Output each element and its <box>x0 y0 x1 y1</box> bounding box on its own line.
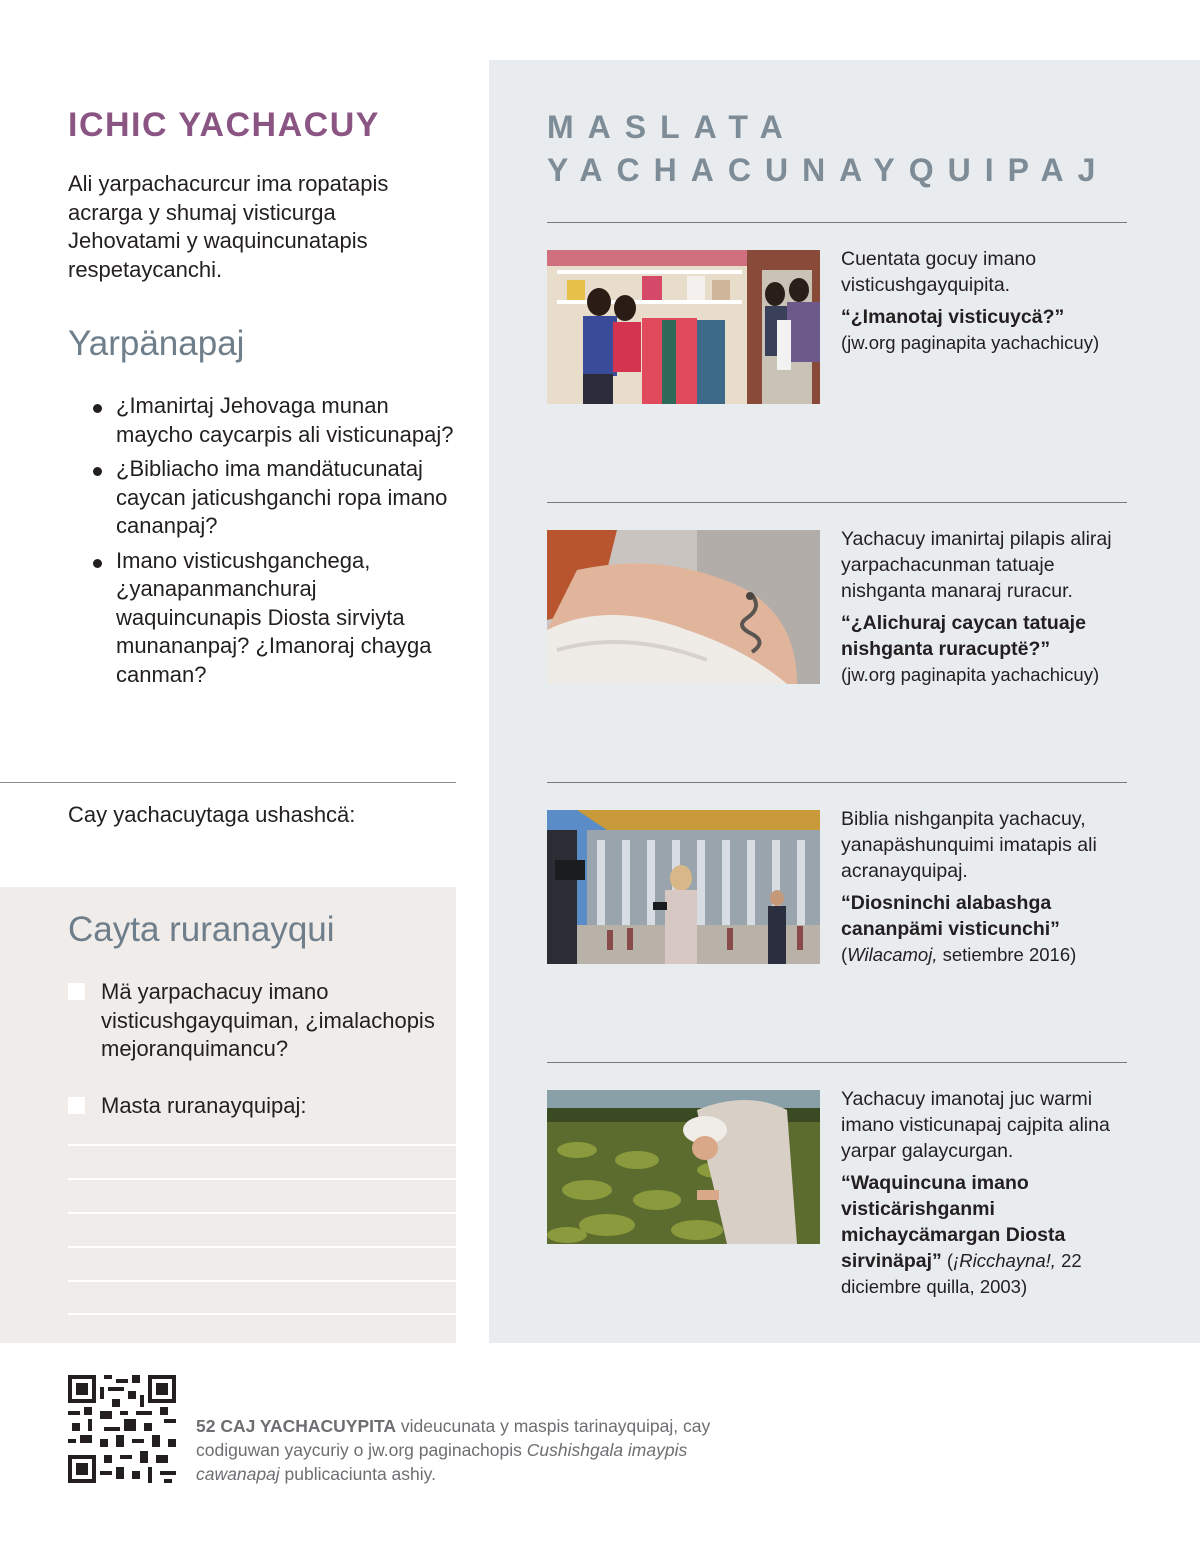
item-description: Biblia nishganpita yachacuy, yanapäshunquimi imatapis ali acranayquipaj. <box>841 808 1097 882</box>
summary-text: Ali yarpachacurcur ima ropatapis acrarga y shumaj visticurga Jehovatami y waquincunatapis respetaycanchi. <box>68 171 389 282</box>
write-line[interactable] <box>68 1246 456 1248</box>
review-question: ¿Bibliacho ima mandätucunataj caycan jaticushganchi ropa imano cananpaj? <box>90 455 455 541</box>
item-title-link[interactable]: “¿Alichuraj caycan tatuaje nishganta ruracuptë?” <box>841 612 1086 660</box>
item-title-link[interactable]: “Diosninchi alabashga cananpämi visticunchi” <box>841 892 1060 940</box>
goals-heading: Cayta ruranayqui <box>68 910 335 949</box>
stadium-reporter-photo <box>547 810 820 964</box>
divider <box>547 502 1127 503</box>
divider <box>0 782 456 783</box>
reading-item[interactable] <box>841 246 1131 356</box>
footer-note: 52 CAJ YACHACUYPITA videucunata y maspis tarinayquipaj, cay codiguwan yaycuriy o jw.org paginachopis Cushishgala imaypis cawanapaj publicaciunta ashiy. <box>196 1416 711 1484</box>
review-question-list <box>90 392 455 695</box>
reading-item[interactable] <box>841 526 1131 688</box>
bullet-icon <box>93 467 102 476</box>
qr-code[interactable] <box>68 1375 176 1483</box>
item-source: (jw.org paginapita yachachicuy) <box>841 664 1100 685</box>
checkbox-icon[interactable] <box>68 1097 85 1114</box>
divider <box>547 782 1127 783</box>
item-description: Yachacuy imanotaj juc warmi imano visticunapaj cajpita alina yarpar galaycurgan. <box>841 1088 1110 1162</box>
goal-item[interactable]: Masta ruranayquipaj: <box>68 1092 438 1121</box>
write-line[interactable] <box>68 1212 456 1214</box>
item-description: Cuentata gocuy imano visticushgayquipita. <box>841 248 1037 296</box>
write-line[interactable] <box>68 1144 456 1146</box>
review-heading: Yarpänapaj <box>68 324 245 363</box>
write-line[interactable] <box>68 1313 456 1315</box>
checkbox-icon[interactable] <box>68 983 85 1000</box>
goal-item[interactable]: Mä yarpachacuy imano visticushgayquiman, ¿imalachopis mejoranquimancu? <box>68 978 438 1064</box>
review-question: Imano visticushganchega, ¿yanapanmanchuraj waquincunapis Diosta sirviyta munananpaj? ¿Imanoraj chayga canman? <box>90 547 455 690</box>
item-description: Yachacuy imanirtaj pilapis aliraj yarpachacunman tatuaje nishganta manaraj ruracur. <box>841 528 1112 602</box>
more-reading-heading: MASLATA YACHACUNAYQUIPAJ <box>547 109 1110 188</box>
write-line[interactable] <box>68 1280 456 1282</box>
divider <box>547 222 1127 223</box>
item-title-link[interactable]: “Waquincuna imano visticärishganmi michaycämargan Diosta sirvinäpaj” <box>841 1172 1066 1272</box>
studied-date-label: Cay yachacuytaga ushashcä: <box>68 802 356 827</box>
summary-heading: ICHIC YACHACUY <box>68 106 380 144</box>
bullet-icon <box>93 404 102 413</box>
item-source: (jw.org paginapita yachachicuy) <box>841 332 1100 353</box>
reading-item[interactable] <box>841 1086 1131 1300</box>
write-line[interactable] <box>68 1178 456 1180</box>
item-title-link[interactable]: “¿Imanotaj visticuycä?” <box>841 306 1065 328</box>
tattoo-shoulder-photo <box>547 530 820 684</box>
clothing-store-photo <box>547 250 820 404</box>
item-source: (Wilacamoj, setiembre 2016) <box>841 944 1077 965</box>
field-worker-photo <box>547 1090 820 1244</box>
review-question: ¿Imanirtaj Jehovaga munan maycho caycarpis ali visticunapaj? <box>90 392 455 449</box>
bullet-icon <box>93 559 102 568</box>
reading-item[interactable] <box>841 806 1131 968</box>
item-source: (¡Ricchayna!, 22 diciembre quilla, 2003) <box>841 1250 1082 1297</box>
divider <box>547 1062 1127 1063</box>
